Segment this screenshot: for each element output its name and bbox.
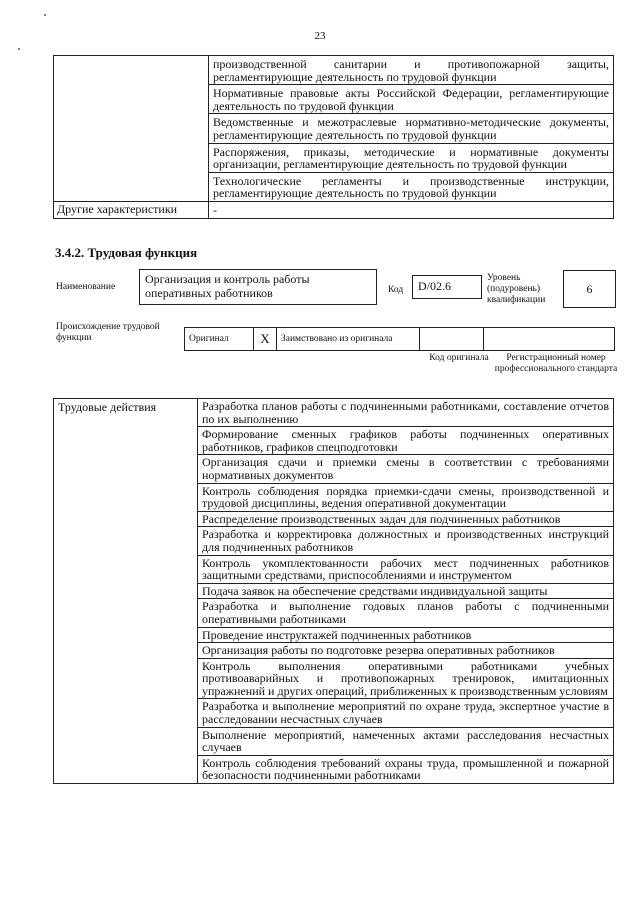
scan-speck: [18, 48, 20, 50]
original-mark: X: [254, 328, 277, 351]
row-label-empty: [54, 56, 209, 202]
registration-number-cell: [484, 328, 615, 351]
labor-action: Разработка и выполнение годовых планов работы с подчиненными оперативными работниками: [198, 599, 614, 627]
labor-actions-label: Трудовые действия: [54, 399, 198, 784]
labor-action: Подача заявок на обеспечение средствами индивидуальной защиты: [198, 583, 614, 599]
qualification-level: 6: [563, 270, 616, 308]
function-code: D/02.6: [412, 275, 482, 299]
original-code-cell: [420, 328, 484, 351]
code-label: Код: [388, 285, 404, 295]
labor-action: Разработка и корректировка должностных и производственных инструкций для подчиненных работников: [198, 527, 614, 555]
scan-speck: [44, 14, 46, 16]
table-cell: производственной санитарии и противопожарной защиты, регламентирующие деятельность по трудовой функции: [209, 56, 614, 85]
section-heading: 3.4.2. Трудовая функция: [55, 245, 198, 260]
other-characteristics-value: -: [209, 201, 614, 218]
table-row: [54, 56, 614, 85]
origin-label: Происхождение трудовой функции: [56, 322, 160, 343]
labor-action: Разработка и выполнение мероприятий по охране труда, экспертное участие в расследовании несчастных случаев: [198, 699, 614, 727]
labor-action: Контроль соблюдения требований охраны труда, промышленной и пожарной безопасности подчиненными работниками: [198, 755, 614, 783]
labor-action: Проведение инструктажей подчиненных работников: [198, 627, 614, 643]
table-cell: Технологические регламенты и производственные инструкции, регламентирующие деятельность по трудовой функции: [209, 172, 614, 201]
table-row: [185, 328, 615, 351]
labor-action: Контроль соблюдения порядка приемки-сдачи смены, производственной и трудовой дисциплины, ведения оперативной документации: [198, 483, 614, 511]
original-code-caption: Код оригинала: [429, 353, 489, 363]
other-characteristics-label: Другие характеристики: [54, 201, 209, 218]
function-name: Организация и контроль работы оперативных работников: [139, 269, 377, 305]
requirements-table: [53, 55, 614, 219]
labor-action: Организация сдачи и приемки смены в соответствии с требованиями нормативных документов: [198, 455, 614, 483]
labor-action: Контроль укомплектованности рабочих мест подчиненных работников защитными средствами, приспособлениями и инструментом: [198, 555, 614, 583]
labor-actions-table: [53, 398, 614, 784]
labor-action: Организация работы по подготовке резерва оперативных работников: [198, 643, 614, 659]
labor-action: Разработка планов работы с подчиненными работниками, составление отчетов по их выполнению: [198, 399, 614, 427]
table-row: [54, 399, 614, 427]
labor-action: Контроль выполнения оперативными работниками учебных противоаварийных и противопожарных тренировок, имитационных упражнений и других операций, приближенных к производственным условиям: [198, 658, 614, 699]
original-label: Оригинал: [185, 328, 254, 351]
borrowed-label: Заимствовано из оригинала: [277, 328, 420, 351]
labor-action: Распределение производственных задач для подчиненных работников: [198, 511, 614, 527]
table-cell: Ведомственные и межотраслевые нормативно-методические документы, регламентирующие деятельность по трудовой функции: [209, 114, 614, 143]
page-number: 23: [314, 30, 326, 42]
labor-action: Формирование сменных графиков работы подчиненных оперативных работников, графиков спецподготовки: [198, 427, 614, 455]
registration-number-caption: Регистрационный номер профессионального стандарта: [494, 353, 618, 374]
table-cell: Распоряжения, приказы, методические и нормативные документы организации, регламентирующие деятельность по трудовой функции: [209, 143, 614, 172]
table-cell: Нормативные правовые акты Российской Федерации, регламентирующие деятельность по трудовой функции: [209, 85, 614, 114]
origin-table: [184, 327, 615, 351]
labor-action: Выполнение мероприятий, намеченных актами расследования несчастных случаев: [198, 727, 614, 755]
name-label: Наименование: [56, 282, 116, 292]
table-row: [54, 201, 614, 218]
level-label: Уровень (подуровень) квалификации: [487, 273, 546, 305]
